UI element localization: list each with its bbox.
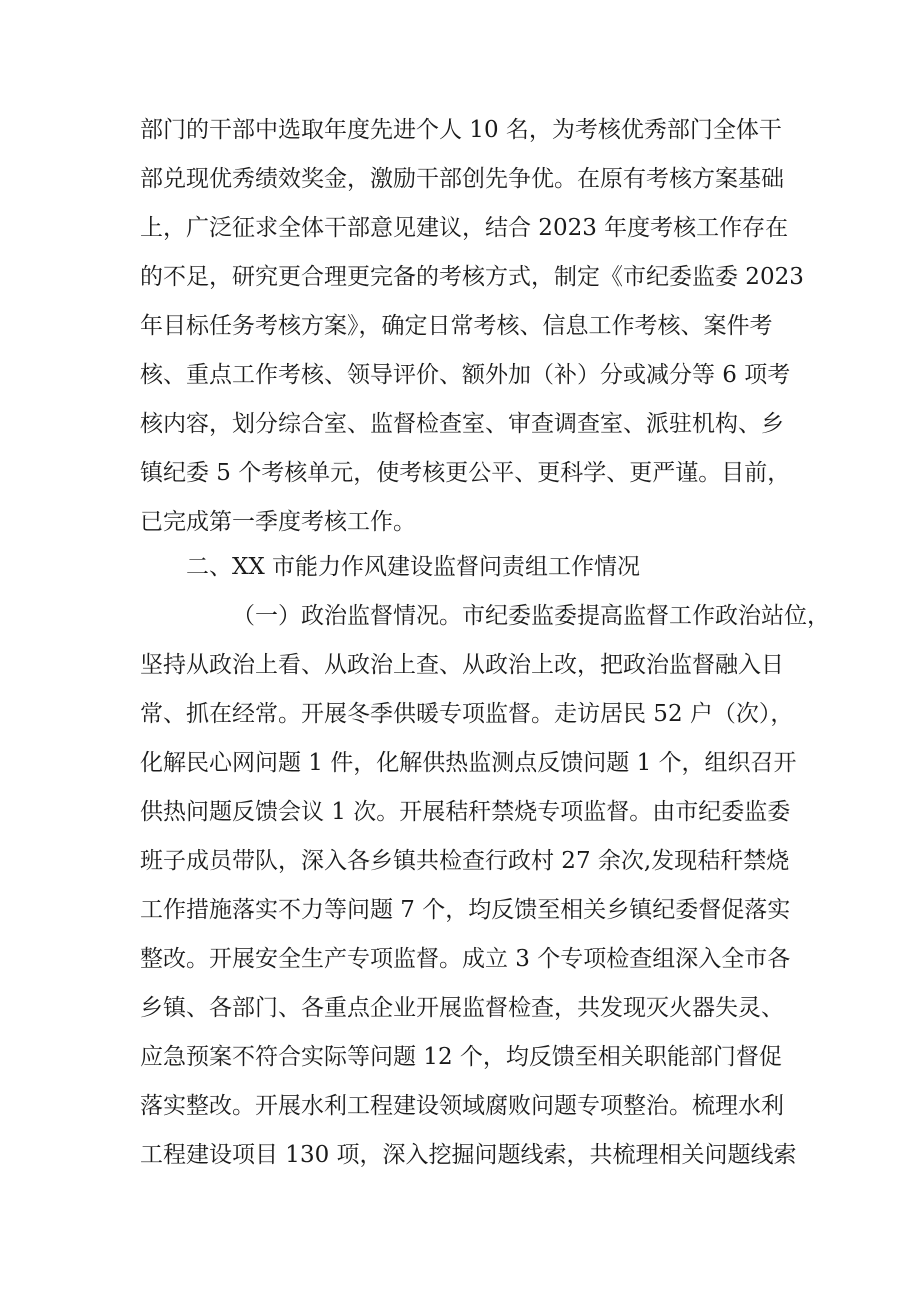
text-line: 常、抓在经常。开展冬季供暖专项监督。走访居民 52 户（次），: [140, 701, 794, 727]
text-line: 上，广泛征求全体干部意见建议，结合 2023 年度考核工作存在: [140, 215, 789, 241]
text-line: 的不足，研究更合理更完备的考核方式，制定《市纪委监委 2023: [140, 264, 804, 290]
text-line: 乡镇、各部门、各重点企业开展监督检查，共发现灭火器失灵、: [140, 995, 784, 1021]
text-line: 工程建设项目 130 项，深入挖掘问题线索，共梳理相关问题线索: [140, 1142, 797, 1168]
text-line: 年目标任务考核方案》，确定日常考核、信息工作考核、案件考: [140, 313, 773, 339]
text-line: 核、重点工作考核、领导评价、额外加（补）分或减分等 6 项考: [140, 362, 791, 388]
text-line: 落实整改。开展水利工程建设领域腐败问题专项整治。梳理水利: [140, 1093, 784, 1119]
text-line: 工作措施落实不力等问题 7 个，均反馈至相关乡镇纪委督促落实: [140, 897, 791, 923]
text-line: 供热问题反馈会议 1 次。开展秸秆禁烧专项监督。由市纪委监委: [140, 799, 791, 825]
section-heading: 二、XX 市能力作风建设监督问责组工作情况: [186, 554, 641, 580]
text-line: 坚持从政治上看、从政治上查、从政治上改，把政治监督融入日: [140, 652, 784, 678]
text-line: 已完成第一季度考核工作。: [140, 509, 416, 535]
text-line: 核内容，划分综合室、监督检查室、审查调查室、派驻机构、乡: [140, 411, 784, 437]
text-line: 部兑现优秀绩效奖金，激励干部创先争优。在原有考核方案基础: [140, 166, 784, 192]
text-line: 镇纪委 5 个考核单元，使考核更公平、更科学、更严谨。目前，: [140, 460, 791, 486]
text-line: 化解民心网问题 1 件，化解供热监测点反馈问题 1 个，组织召开: [140, 750, 797, 776]
text-line: 整改。开展安全生产专项监督。成立 3 个专项检查组深入全市各: [140, 946, 791, 972]
text-line: 部门的干部中选取年度先进个人 10 名，为考核优秀部门全体干: [140, 117, 782, 143]
subsection-heading: （一）政治监督情况。市纪委监委提高监督工作政治站位，: [232, 603, 830, 629]
text-line: 应急预案不符合实际等问题 12 个，均反馈至相关职能部门督促: [140, 1044, 782, 1070]
text-line: 班子成员带队，深入各乡镇共检查行政村 27 余次,发现秸秆禁烧: [140, 848, 790, 874]
